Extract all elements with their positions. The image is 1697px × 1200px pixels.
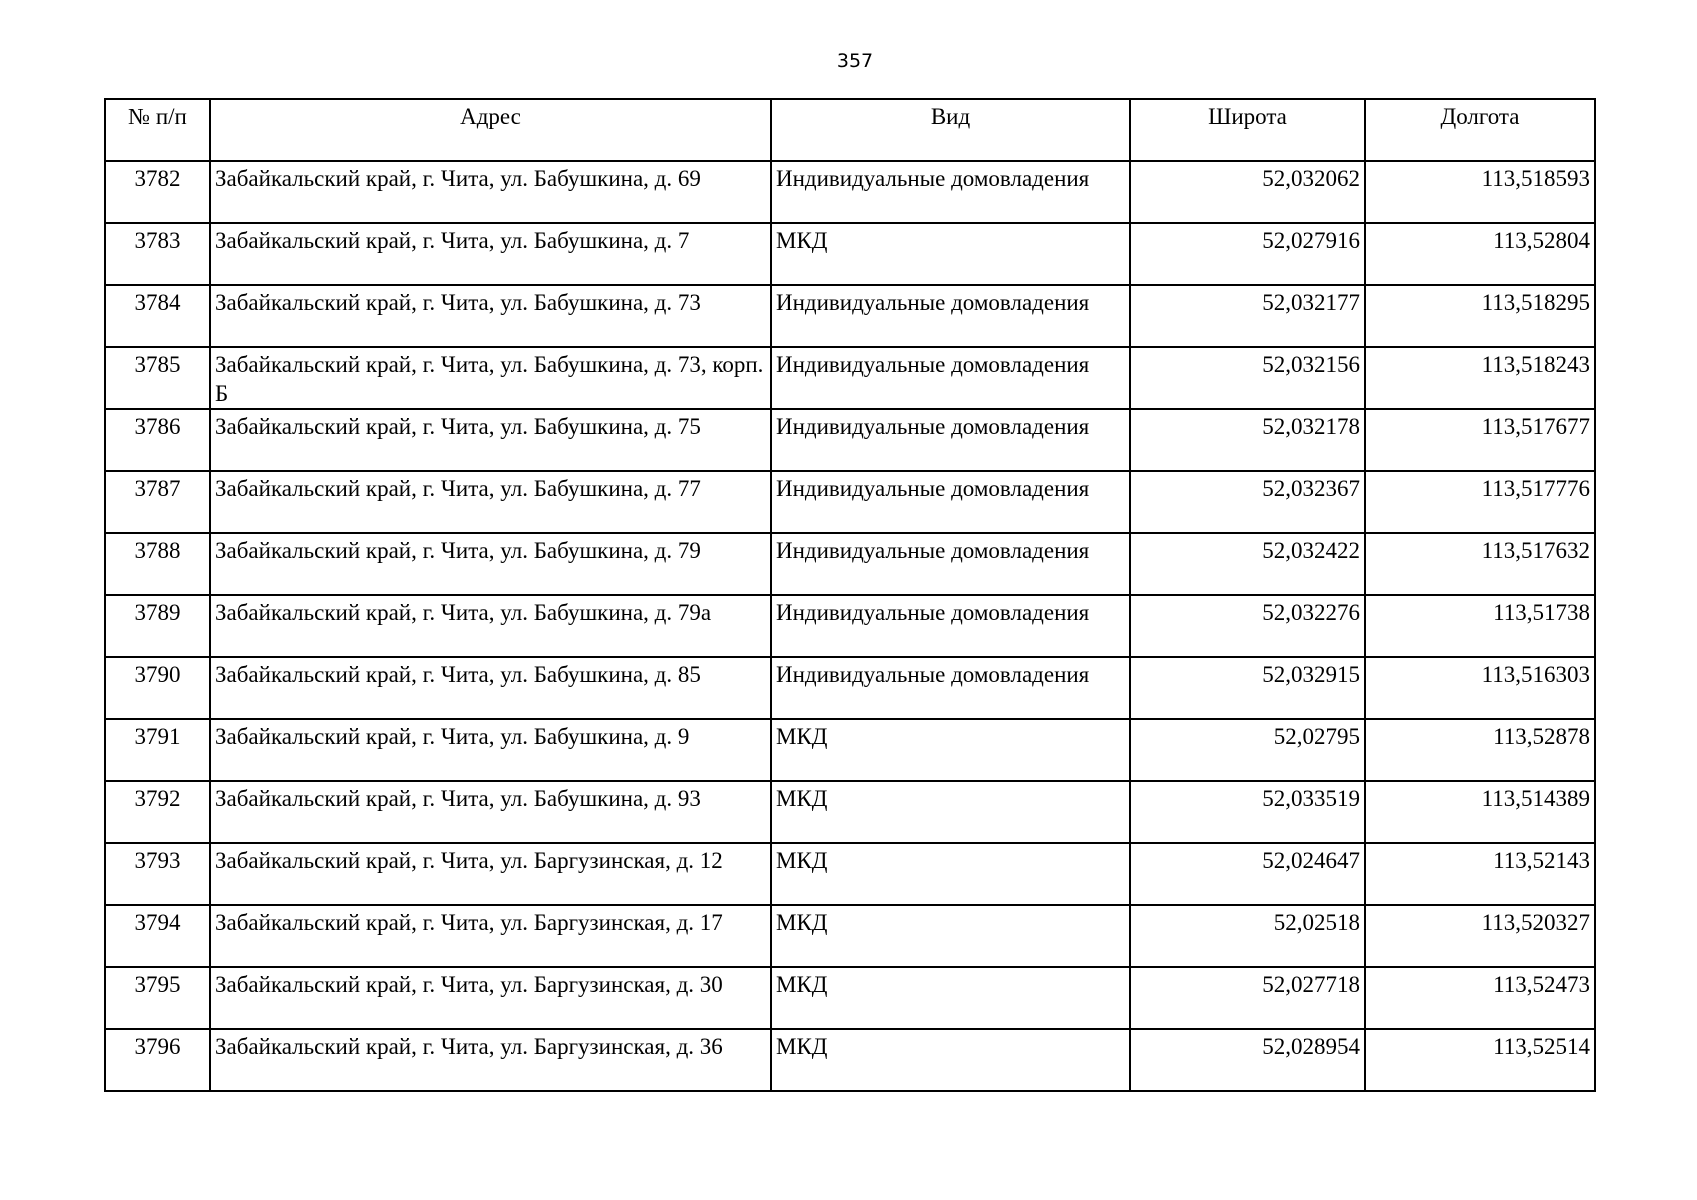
cell-lon: 113,520327 [1365,905,1595,967]
header-lon: Долгота [1365,99,1595,161]
cell-kind: МКД [771,967,1130,1029]
cell-lon: 113,517776 [1365,471,1595,533]
cell-num: 3788 [105,533,210,595]
table-row [105,595,1595,657]
cell-lon: 113,52514 [1365,1029,1595,1091]
cell-lat: 52,032178 [1130,409,1365,471]
cell-address: Забайкальский край, г. Чита, ул. Бабушкина, д. 77 [210,471,771,533]
cell-lat: 52,024647 [1130,843,1365,905]
cell-kind: Индивидуальные домовладения [771,471,1130,533]
cell-lon: 113,52804 [1365,223,1595,285]
cell-lon: 113,514389 [1365,781,1595,843]
cell-lat: 52,032177 [1130,285,1365,347]
cell-address: Забайкальский край, г. Чита, ул. Бабушкина, д. 73 [210,285,771,347]
cell-address: Забайкальский край, г. Чита, ул. Бабушкина, д. 69 [210,161,771,223]
table-row [105,471,1595,533]
address-table [104,98,1596,1092]
cell-kind: Индивидуальные домовладения [771,161,1130,223]
cell-address: Забайкальский край, г. Чита, ул. Бабушкина, д. 85 [210,657,771,719]
cell-address: Забайкальский край, г. Чита, ул. Баргузинская, д. 30 [210,967,771,1029]
cell-num: 3791 [105,719,210,781]
cell-num: 3794 [105,905,210,967]
table-row [105,285,1595,347]
cell-lat: 52,02518 [1130,905,1365,967]
cell-kind: МКД [771,719,1130,781]
table-row [105,967,1595,1029]
table-row [105,719,1595,781]
cell-kind: МКД [771,223,1130,285]
cell-kind: Индивидуальные домовладения [771,347,1130,409]
table-row [105,161,1595,223]
cell-lat: 52,028954 [1130,1029,1365,1091]
table-row [105,781,1595,843]
cell-lon: 113,516303 [1365,657,1595,719]
cell-lon: 113,52143 [1365,843,1595,905]
cell-lat: 52,032156 [1130,347,1365,409]
cell-lon: 113,518243 [1365,347,1595,409]
cell-address: Забайкальский край, г. Чита, ул. Бабушкина, д. 79а [210,595,771,657]
table-row [105,657,1595,719]
cell-num: 3782 [105,161,210,223]
cell-kind: Индивидуальные домовладения [771,533,1130,595]
cell-lat: 52,032276 [1130,595,1365,657]
cell-lon: 113,517677 [1365,409,1595,471]
cell-address: Забайкальский край, г. Чита, ул. Баргузинская, д. 17 [210,905,771,967]
cell-num: 3796 [105,1029,210,1091]
header-address: Адрес [210,99,771,161]
cell-lon: 113,518295 [1365,285,1595,347]
header-kind: Вид [771,99,1130,161]
table-row [105,843,1595,905]
cell-lat: 52,032367 [1130,471,1365,533]
cell-lon: 113,51738 [1365,595,1595,657]
cell-address: Забайкальский край, г. Чита, ул. Бабушкина, д. 75 [210,409,771,471]
table-row [105,347,1595,409]
cell-num: 3793 [105,843,210,905]
cell-num: 3790 [105,657,210,719]
cell-lat: 52,033519 [1130,781,1365,843]
cell-address: Забайкальский край, г. Чита, ул. Бабушкина, д. 79 [210,533,771,595]
cell-address: Забайкальский край, г. Чита, ул. Баргузинская, д. 12 [210,843,771,905]
page-number: 357 [836,50,874,72]
cell-kind: МКД [771,843,1130,905]
cell-lat: 52,032062 [1130,161,1365,223]
cell-num: 3792 [105,781,210,843]
cell-kind: Индивидуальные домовладения [771,657,1130,719]
cell-lon: 113,52878 [1365,719,1595,781]
table-row [105,905,1595,967]
table-row [105,409,1595,471]
cell-num: 3787 [105,471,210,533]
cell-lat: 52,02795 [1130,719,1365,781]
cell-kind: МКД [771,781,1130,843]
cell-num: 3784 [105,285,210,347]
cell-kind: МКД [771,1029,1130,1091]
table-row [105,533,1595,595]
cell-kind: Индивидуальные домовладения [771,595,1130,657]
cell-address: Забайкальский край, г. Чита, ул. Бабушкина, д. 93 [210,781,771,843]
cell-kind: МКД [771,905,1130,967]
header-lat: Широта [1130,99,1365,161]
cell-lon: 113,517632 [1365,533,1595,595]
cell-lat: 52,032915 [1130,657,1365,719]
cell-lat: 52,027916 [1130,223,1365,285]
cell-num: 3795 [105,967,210,1029]
header-num: № п/п [105,99,210,161]
cell-lon: 113,52473 [1365,967,1595,1029]
cell-num: 3783 [105,223,210,285]
table-header-row [105,99,1595,161]
cell-num: 3786 [105,409,210,471]
table-row [105,1029,1595,1091]
cell-address: Забайкальский край, г. Чита, ул. Бабушкина, д. 9 [210,719,771,781]
cell-kind: Индивидуальные домовладения [771,409,1130,471]
table-row [105,223,1595,285]
cell-num: 3789 [105,595,210,657]
cell-lat: 52,032422 [1130,533,1365,595]
cell-lat: 52,027718 [1130,967,1365,1029]
cell-kind: Индивидуальные домовладения [771,285,1130,347]
cell-num: 3785 [105,347,210,409]
cell-address: Забайкальский край, г. Чита, ул. Баргузинская, д. 36 [210,1029,771,1091]
cell-lon: 113,518593 [1365,161,1595,223]
table-body [105,161,1595,1091]
cell-address: Забайкальский край, г. Чита, ул. Бабушкина, д. 73, корп. Б [210,347,771,409]
cell-address: Забайкальский край, г. Чита, ул. Бабушкина, д. 7 [210,223,771,285]
